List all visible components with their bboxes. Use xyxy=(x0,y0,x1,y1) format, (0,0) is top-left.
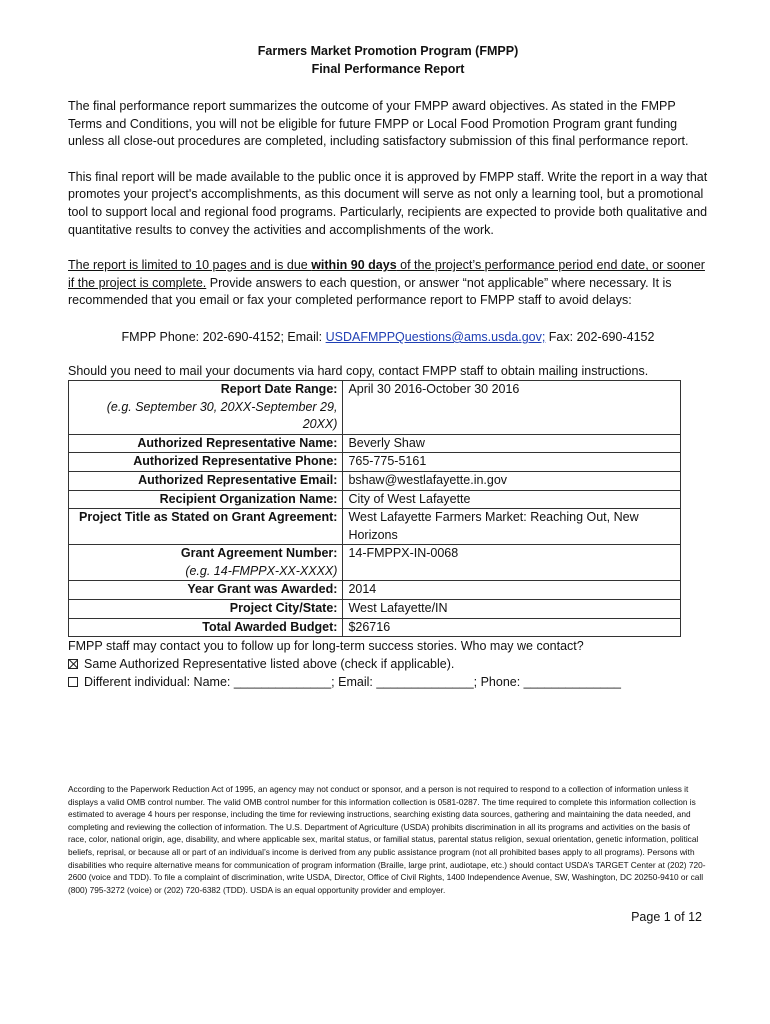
year-awarded-label: Year Grant was Awarded: xyxy=(69,581,343,600)
table-row xyxy=(69,509,681,545)
phone-text: FMPP Phone: 202-690-4152; Email: xyxy=(121,329,326,344)
year-awarded-field[interactable]: 2014 xyxy=(343,581,681,600)
report-date-field[interactable]: April 30 2016-October 30 2016 xyxy=(343,380,681,434)
due-note-part2: of the project’s performance period end date, or sooner if the project is complete. xyxy=(68,258,705,290)
due-note-bold: within 90 days xyxy=(311,258,397,273)
rep-phone-label: Authorized Representative Phone: xyxy=(69,453,343,472)
fax-text: Fax: 202-690-4152 xyxy=(545,329,655,344)
different-individual-label: Different individual: Name: ______________; Email: ______________; Phone: ______________ xyxy=(84,675,622,690)
same-representative-option xyxy=(68,655,708,673)
table-row xyxy=(69,618,681,637)
table-row xyxy=(69,490,681,509)
grant-number-field[interactable]: 14-FMPPX-IN-0068 xyxy=(343,545,681,581)
total-budget-field[interactable]: $26716 xyxy=(343,618,681,637)
intro-paragraph-1: The final performance report summarizes the outcome of your FMPP award objectives. As stated in the FMPP Terms and Conditions, you will not be eligible for future FMPP or Local Food Promotion Program grant funding unless all close-out procedures are completed, including satisfactory submission of this final performance report. xyxy=(68,99,689,149)
different-individual-option xyxy=(68,673,708,691)
table-row xyxy=(69,380,681,434)
project-title-label: Project Title as Stated on Grant Agreement: xyxy=(69,509,343,545)
project-city-field[interactable]: West Lafayette/IN xyxy=(343,600,681,619)
table-row xyxy=(69,600,681,619)
intro-paragraph-2: This final report will be made available to the public once it is approved by FMPP staff. Write the report in a way that promotes your project's accomplishments, as this document will serve as not only a learning tool, but a promotional tool to support local and regional food programs. Particularly, recipients are expected to provide both qualitative and quantitative results to convey the activities and accomplishments of the work. xyxy=(68,169,708,237)
mail-note: Should you need to mail your documents via hard copy, contact FMPP staff to obtain mailing instructions. xyxy=(68,363,649,378)
document-title: Farmers Market Promotion Program (FMPP) xyxy=(257,44,519,58)
document-subtitle: Final Performance Report xyxy=(311,62,465,76)
same-representative-checkbox[interactable] xyxy=(68,659,78,669)
table-row xyxy=(69,471,681,490)
same-representative-label: Same Authorized Representative listed above (check if applicable). xyxy=(84,657,455,672)
intro-paragraph-3 xyxy=(68,257,708,310)
report-date-label: Report Date Range: (e.g. September 30, 20XX-September 29, 20XX) xyxy=(69,380,343,434)
due-note-part1: The report is limited to 10 pages and is due xyxy=(68,258,312,273)
page-number: Page 1 of 12 xyxy=(631,910,702,924)
contact-line xyxy=(68,328,708,346)
table-row xyxy=(69,581,681,600)
table-row xyxy=(69,545,681,581)
due-note-rest: Provide answers to each question, or answer “not applicable” where necessary. It is recommended that you email or fax your completed performance report to FMPP staff to avoid delays: xyxy=(68,275,672,308)
document-page xyxy=(68,42,708,691)
report-date-example: (e.g. September 30, 20XX-September 29, 20XX) xyxy=(106,399,338,432)
table-row xyxy=(69,453,681,472)
rep-email-field[interactable]: bshaw@westlafayette.in.gov xyxy=(343,471,681,490)
report-info-table xyxy=(68,380,681,637)
table-row xyxy=(69,434,681,453)
rep-name-field[interactable]: Beverly Shaw xyxy=(343,434,681,453)
different-individual-checkbox[interactable] xyxy=(68,677,78,687)
followup-question: FMPP staff may contact you to follow up for long-term success stories. Who may we contact? xyxy=(68,639,584,654)
paperwork-reduction-notice: According to the Paperwork Reduction Act of 1995, an agency may not conduct or sponsor, and a person is not required to respond to a collection of information unless it displays a valid OMB control number. The valid OMB control number for this information collection is 0581-0287. The time required to complete this information collection is estimated to average 4 hours per response, including the time for reviewing instructions, searching existing data sources, gathering and maintaining the data needed, and completing and reviewing the collection of information. The U.S. Department of Agriculture (USDA) prohibits discrimination in all its programs and activities on the basis of race, color, national origin, age, disability, and where applicable sex, marital status, or familial status, parental status religion, sexual orientation, genetic information, political beliefs, reprisal, or because all or part of an individual’s income is derived from any public assistance program (not all prohibited bases apply to all programs). Persons with disabilities who require alternative means for communication of program information (Braille, large print, audiotape, etc.) should contact USDA’s TARGET Center at (202) 720-2600 (voice and TDD). To file a complaint of discrimination, write USDA, Director, Office of Civil Rights, 1400 Independence Avenue, SW, Washington, DC 20250-9410 or call (800) 795-3272 (voice) or (202) 720-6382 (TDD). USDA is an equal opportunity provider and employer. xyxy=(68,784,706,895)
grant-number-example: (e.g. 14-FMPPX-XX-XXXX) xyxy=(185,563,338,578)
total-budget-label: Total Awarded Budget: xyxy=(69,618,343,637)
org-name-field[interactable]: City of West Lafayette xyxy=(343,490,681,509)
rep-phone-field[interactable]: 765-775-5161 xyxy=(343,453,681,472)
rep-name-label: Authorized Representative Name: xyxy=(69,434,343,453)
grant-number-label: Grant Agreement Number: (e.g. 14-FMPPX-XX-XXXX) xyxy=(69,545,343,581)
email-link[interactable]: USDAFMPPQuestions@ams.usda.gov; xyxy=(325,329,546,344)
project-title-field[interactable]: West Lafayette Farmers Market: Reaching Out, New Horizons xyxy=(343,509,681,545)
project-city-label: Project City/State: xyxy=(69,600,343,619)
rep-email-label: Authorized Representative Email: xyxy=(69,471,343,490)
org-name-label: Recipient Organization Name: xyxy=(69,490,343,509)
